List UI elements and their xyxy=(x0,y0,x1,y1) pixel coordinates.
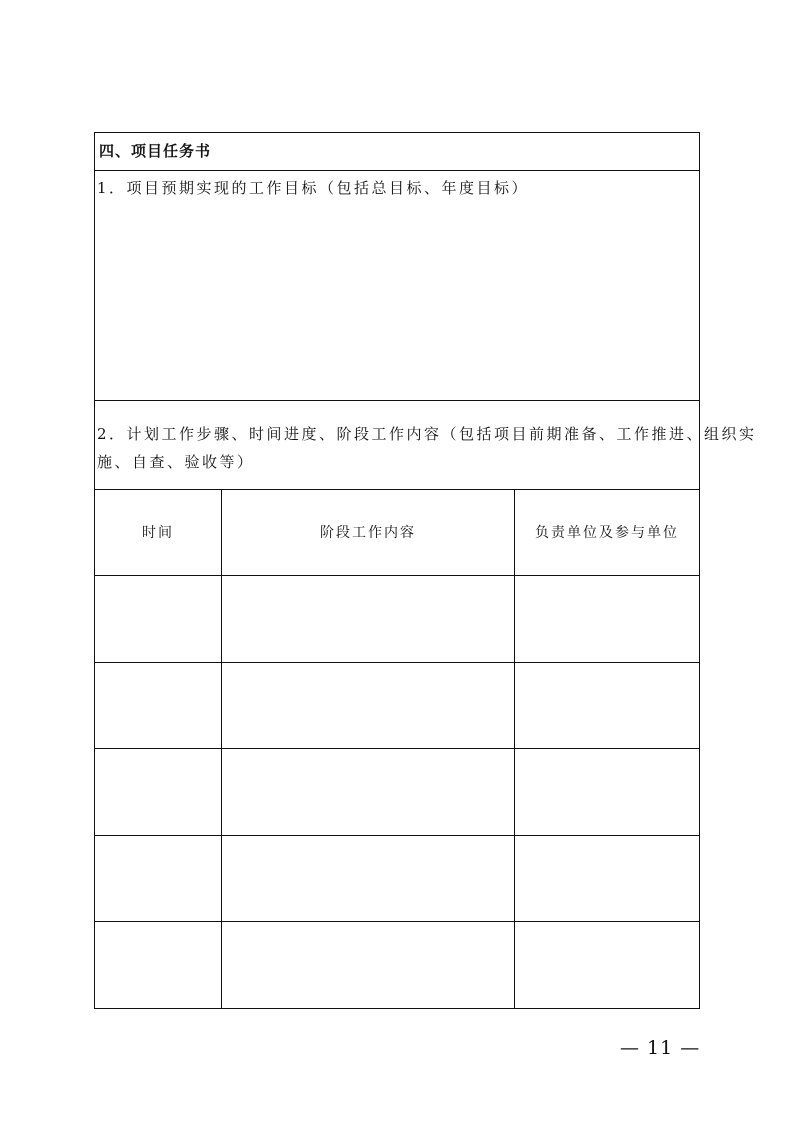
header-stage-content: 阶段工作内容 xyxy=(320,525,416,541)
responsible-unit-cell[interactable] xyxy=(515,922,699,1008)
responsible-unit-cell[interactable] xyxy=(515,749,699,835)
stage-content-cell[interactable] xyxy=(222,663,514,748)
stage-content-cell[interactable] xyxy=(222,922,514,1008)
table-row[interactable] xyxy=(95,749,699,835)
item1-answer-area[interactable] xyxy=(95,203,699,399)
stage-content-cell[interactable] xyxy=(222,576,514,662)
project-task-form xyxy=(94,132,757,1009)
time-cell[interactable] xyxy=(95,749,221,835)
responsible-unit-cell[interactable] xyxy=(515,663,699,748)
time-cell[interactable] xyxy=(95,922,221,1008)
header-time: 时间 xyxy=(142,525,174,541)
item2-text-line1: 2．计划工作步骤、时间进度、阶段工作内容（包括项目前期准备、工作推进、组织实 xyxy=(97,425,757,443)
item2-text-line2: 施、自查、验收等） xyxy=(97,453,255,471)
header-responsible-unit: 负责单位及参与单位 xyxy=(535,525,679,541)
section-title: 四、项目任务书 xyxy=(99,142,212,160)
section-divider xyxy=(95,170,699,171)
time-cell[interactable] xyxy=(95,663,221,748)
stage-content-cell[interactable] xyxy=(222,836,514,921)
responsible-unit-cell[interactable] xyxy=(515,576,699,662)
table-row[interactable] xyxy=(95,922,699,1008)
table-row[interactable] xyxy=(95,663,699,748)
item1-text: 1．项目预期实现的工作目标（包括总目标、年度目标） xyxy=(97,179,530,197)
table-row[interactable] xyxy=(95,836,699,921)
page-number: — 11 — xyxy=(620,1037,701,1059)
responsible-unit-cell[interactable] xyxy=(515,836,699,921)
table-row[interactable] xyxy=(95,576,699,662)
time-cell[interactable] xyxy=(95,836,221,921)
stage-content-cell[interactable] xyxy=(222,749,514,835)
time-cell[interactable] xyxy=(95,576,221,662)
item1-divider xyxy=(95,400,699,401)
